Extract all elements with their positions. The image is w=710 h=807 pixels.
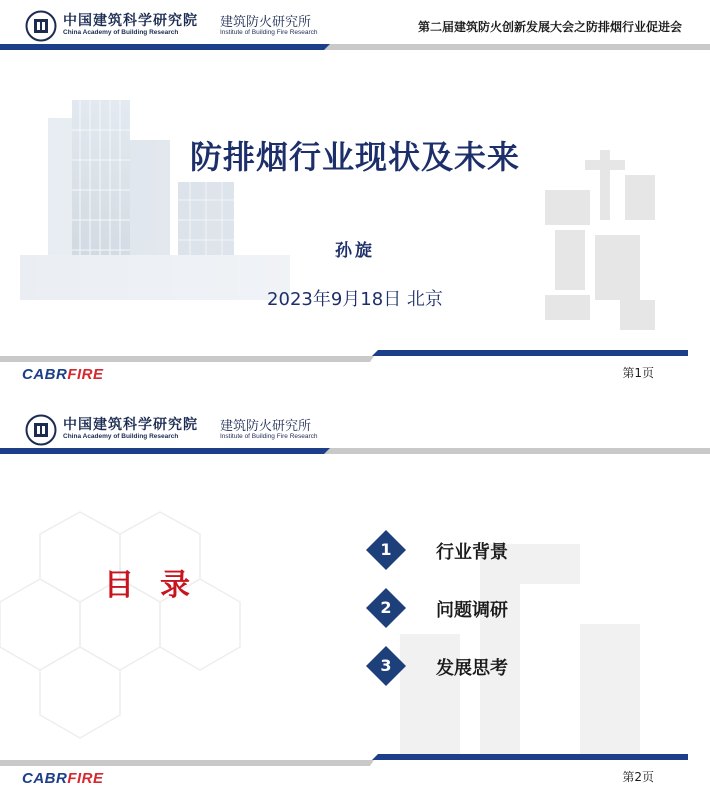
page-number: 第1页 bbox=[622, 366, 654, 380]
logo-name-en: China Academy of Building Research bbox=[63, 29, 179, 36]
toc-item-number: 1 bbox=[380, 540, 392, 559]
cabrfire-logo-part1: CABR bbox=[22, 366, 68, 383]
author-name: 孙旋 bbox=[335, 241, 375, 261]
event-title: 第二届建筑防火创新发展大会之防排烟行业促进会 bbox=[417, 20, 682, 34]
cabrfire-logo-part2: FIRE bbox=[67, 770, 104, 787]
cabr-emblem-icon bbox=[25, 414, 59, 446]
header-divider-band bbox=[0, 44, 710, 50]
footer-divider-band bbox=[0, 350, 710, 362]
toc-item-number: 2 bbox=[380, 598, 392, 617]
cabrfire-logo-part2: FIRE bbox=[67, 366, 104, 383]
toc-item-number: 3 bbox=[380, 656, 392, 675]
presentation-title: 防排烟行业现状及未来 bbox=[189, 138, 520, 176]
slide-1 bbox=[0, 0, 710, 400]
page-number: 第2页 bbox=[622, 770, 654, 784]
toc-title: 目录 bbox=[104, 568, 216, 603]
cabrfire-logo-part1: CABR bbox=[22, 770, 68, 787]
cabr-logo-header bbox=[25, 10, 325, 42]
toc-item-label: 发展思考 bbox=[436, 658, 508, 679]
header-divider-band bbox=[0, 448, 710, 454]
cabr-emblem-icon bbox=[25, 10, 59, 42]
cabrfire-logo bbox=[22, 770, 104, 787]
institute-name-en: Institute of Building Fire Research bbox=[220, 433, 318, 440]
institute-name-en: Institute of Building Fire Research bbox=[220, 29, 318, 36]
logo-name-cn: 中国建筑科学研究院 bbox=[63, 13, 198, 29]
date-and-place: 2023年9月18日 北京 bbox=[267, 289, 443, 310]
cabrfire-logo bbox=[22, 366, 104, 383]
cabr-logo-header bbox=[25, 414, 325, 446]
toc-item-label: 问题调研 bbox=[436, 600, 508, 621]
institute-name-cn: 建筑防火研究所 bbox=[220, 419, 312, 434]
toc-item-label: 行业背景 bbox=[436, 542, 508, 563]
institute-name-cn: 建筑防火研究所 bbox=[220, 15, 312, 30]
logo-name-en: China Academy of Building Research bbox=[63, 433, 179, 440]
slide-2 bbox=[0, 404, 710, 804]
footer-divider-band bbox=[0, 754, 710, 766]
logo-name-cn: 中国建筑科学研究院 bbox=[63, 417, 198, 433]
